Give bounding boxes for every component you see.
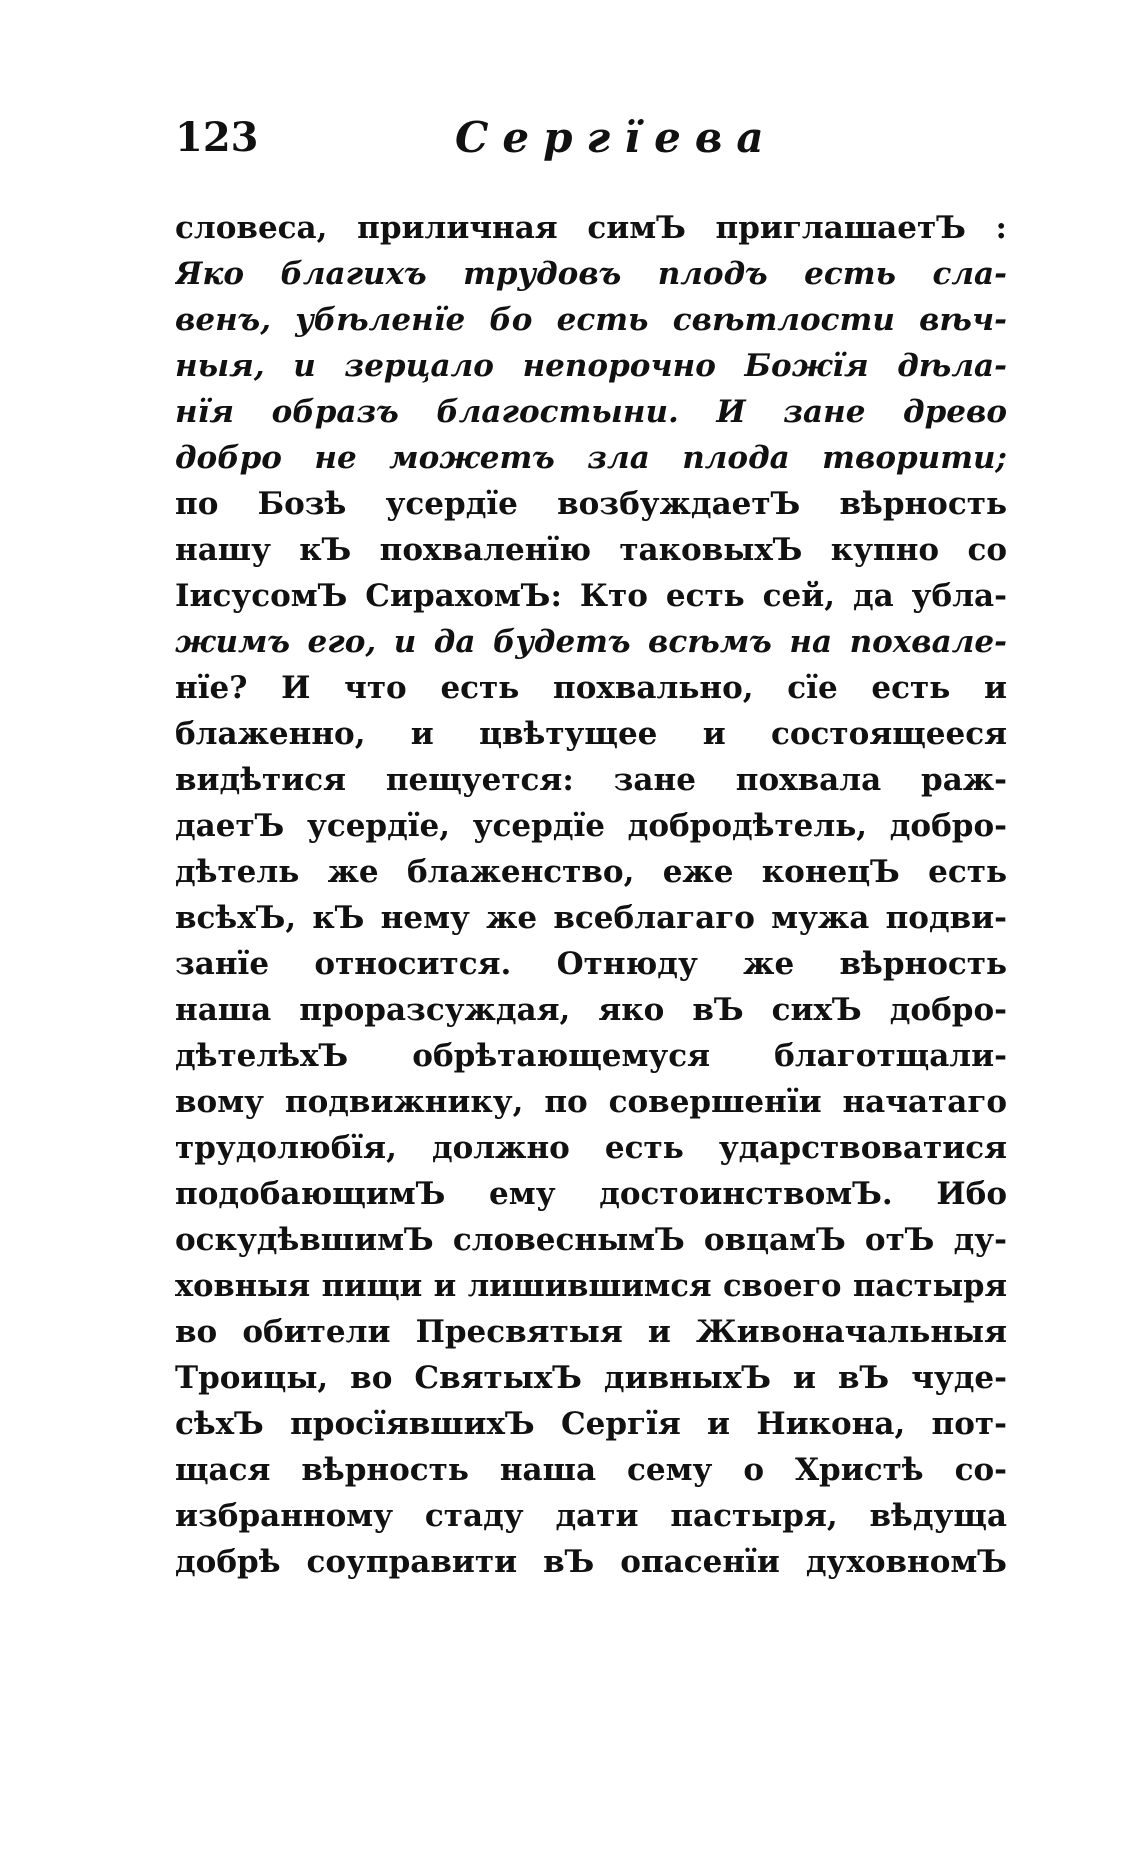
page-number: 123 (175, 114, 259, 161)
text-line: щася вѣрность наша сему о Христѣ со- (175, 1452, 1007, 1488)
text-line: нїе? И что есть похвально, сїе есть и (175, 670, 1007, 706)
text-line: даетЪ усердїе, усердїе добродѣтель, добро- (175, 808, 1007, 844)
text-line: нашу кЪ похваленїю таковыхЪ купно со (175, 532, 1007, 568)
text-line: всѣхЪ, кЪ нему же всеблагаго мужа подви- (175, 900, 1007, 936)
body-text (175, 205, 1007, 1585)
page-header (175, 108, 1015, 168)
running-head: Сергїева (455, 113, 778, 162)
text-line: добрѣ соуправити вЪ опасенїи духовномЪ (175, 1544, 1007, 1580)
text-line: Троицы, во СвятыхЪ дивныхЪ и вЪ чуде- (175, 1360, 1007, 1396)
text-line: нїя образъ благостыни. И зане древо (175, 394, 1007, 430)
text-line: оскудѣвшимЪ словеснымЪ овцамЪ отЪ ду- (175, 1222, 1007, 1258)
text-line: наша проразсуждая, яко вЪ сихЪ добро- (175, 992, 1007, 1028)
text-line: добро не можетъ зла плода творити; (175, 440, 1007, 476)
text-line: словеса, приличная симЪ приглашаетЪ : (175, 210, 1007, 246)
text-line: трудолюбїя, должно есть ударствоватися (175, 1130, 1007, 1166)
text-line: блаженно, и цвѣтущее и состоящееся (175, 716, 1007, 752)
text-line: видѣтися пещуется: зане похвала раж- (175, 762, 1007, 798)
text-line: избранному стаду дати пастыря, вѣдуща (175, 1498, 1007, 1534)
text-line: Яко благихъ трудовъ плодъ есть сла- (175, 256, 1007, 292)
text-line: вому подвижнику, по совершенїи начатаго (175, 1084, 1007, 1120)
text-line: сѣхЪ просїявшихЪ Сергїя и Никона, пот- (175, 1406, 1007, 1442)
text-line: венъ, убѣленїе бо есть свѣтлости вѣч- (175, 302, 1007, 338)
text-line: подобающимЪ ему достоинствомЪ. Ибо (175, 1176, 1007, 1212)
text-line: по Бозѣ усердїе возбуждаетЪ вѣрность (175, 486, 1007, 522)
text-line: занїе относится. Отнюду же вѣрность (175, 946, 1007, 982)
text-line: жимъ его, и да будетъ всѣмъ на похвале- (175, 624, 1007, 660)
text-line: дѣтелѣхЪ обрѣтающемуся благотщали- (175, 1038, 1007, 1074)
text-line: ховныя пищи и лишившимся своего пастыря (175, 1268, 1007, 1304)
text-line: ныя, и зерцало непорочно Божїя дѣла- (175, 348, 1007, 384)
text-line: дѣтель же блаженство, еже конецЪ есть (175, 854, 1007, 890)
text-line: во обители Пресвятыя и Живоначальныя (175, 1314, 1007, 1350)
text-line: ІисусомЪ СирахомЪ: Кто есть сей, да убла- (175, 578, 1007, 614)
